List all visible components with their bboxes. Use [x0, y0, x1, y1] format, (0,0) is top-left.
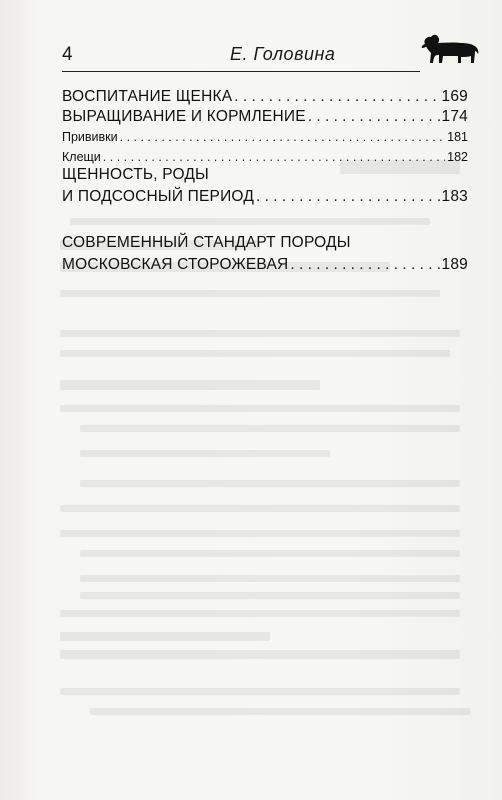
toc-entry — [62, 108, 468, 126]
running-header — [62, 44, 472, 68]
page-number: 4 — [62, 44, 73, 65]
dot-leader — [234, 88, 439, 106]
toc-entry — [62, 256, 468, 274]
dot-leader — [103, 150, 445, 164]
toc-entry-title-line2: И ПОДСОСНЫЙ ПЕРИОД — [62, 188, 255, 205]
dot-leader — [120, 130, 446, 144]
toc-entry-title: ВОСПИТАНИЕ ЩЕНКА — [62, 88, 233, 105]
toc-entry-page: 169 — [441, 88, 468, 105]
toc-entry-page: 189 — [441, 256, 468, 273]
toc-entry-title: ВЫРАЩИВАНИЕ И КОРМЛЕНИЕ — [62, 108, 306, 125]
toc-entry-page: 174 — [441, 108, 468, 125]
toc-entry-page: 183 — [441, 188, 468, 205]
dot-leader — [256, 188, 439, 206]
toc-entry — [62, 88, 468, 106]
toc-entry-title: Клещи — [62, 150, 101, 164]
dog-silhouette-icon — [419, 30, 481, 68]
toc-entry — [62, 188, 468, 206]
author-name: Е. Головина — [230, 44, 336, 64]
header-rule — [62, 71, 420, 72]
toc-subentry — [62, 130, 468, 144]
dot-leader — [308, 108, 440, 126]
toc-entry-title-line1: СОВРЕМЕННЫЙ СТАНДАРТ ПОРОДЫ — [62, 234, 351, 251]
toc-entry-title: Прививки — [62, 130, 118, 144]
toc-entry-title-line1: ЩЕННОСТЬ, РОДЫ — [62, 166, 209, 183]
toc-subentry — [62, 150, 468, 164]
toc-entry-title-line2: МОСКОВСКАЯ СТОРОЖЕВАЯ — [62, 256, 289, 273]
toc-entry-page: 182 — [447, 150, 468, 164]
toc-entry-page: 181 — [447, 130, 468, 144]
dot-leader — [290, 256, 439, 274]
